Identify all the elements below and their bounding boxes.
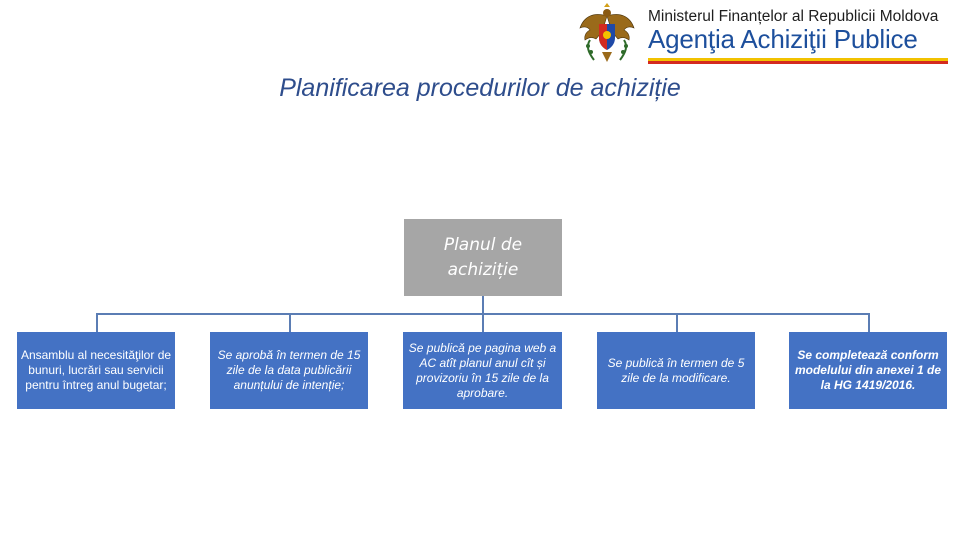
root-node-label-line1: Planul de	[443, 234, 523, 255]
connector-drop-3	[482, 313, 484, 332]
diagram-child-node-3	[403, 332, 562, 409]
connector-drop-2	[289, 313, 291, 332]
child-node-text: Se aprobă în termen de 15 zile de la data publicării anunțului de intenție;	[217, 348, 361, 392]
child-node-text: Se publică pe pagina web a AC atît planul anul cît și provizoriu în 15 zile de la aprobare.	[408, 340, 557, 400]
diagram-child-node-2	[210, 332, 368, 409]
diagram-child-node-5	[789, 332, 947, 409]
agency-name: Agenţia Achiziţii Publice	[648, 24, 918, 54]
connector-drop-5	[868, 313, 870, 332]
child-node-text: Se publică în termen de 5 zile de la modificare.	[607, 355, 745, 385]
child-node-text: Ansamblu al necesităţilor de bunuri, lucrări sau servicii pentru întreg anul bugetar;	[20, 348, 172, 392]
flag-stripe	[648, 58, 948, 64]
coat-of-arms-icon	[574, 2, 640, 64]
agency-logo	[570, 0, 960, 68]
diagram-root-node	[404, 219, 562, 296]
diagram-child-node-4	[597, 332, 755, 409]
diagram-child-node-1	[17, 332, 175, 409]
ministry-name: Ministerul Finanțelor al Republicii Moldova	[648, 8, 939, 25]
root-node-label-line2: achiziție	[447, 259, 519, 280]
child-node-text: Se completează conform modelului din anexei 1 de la HG 1419/2016.	[794, 348, 942, 392]
connector-drop-1	[96, 313, 98, 332]
connector-root-stem	[482, 296, 484, 314]
connector-drop-4	[676, 313, 678, 332]
page-title: Planificarea procedurilor de achiziție	[279, 74, 681, 102]
